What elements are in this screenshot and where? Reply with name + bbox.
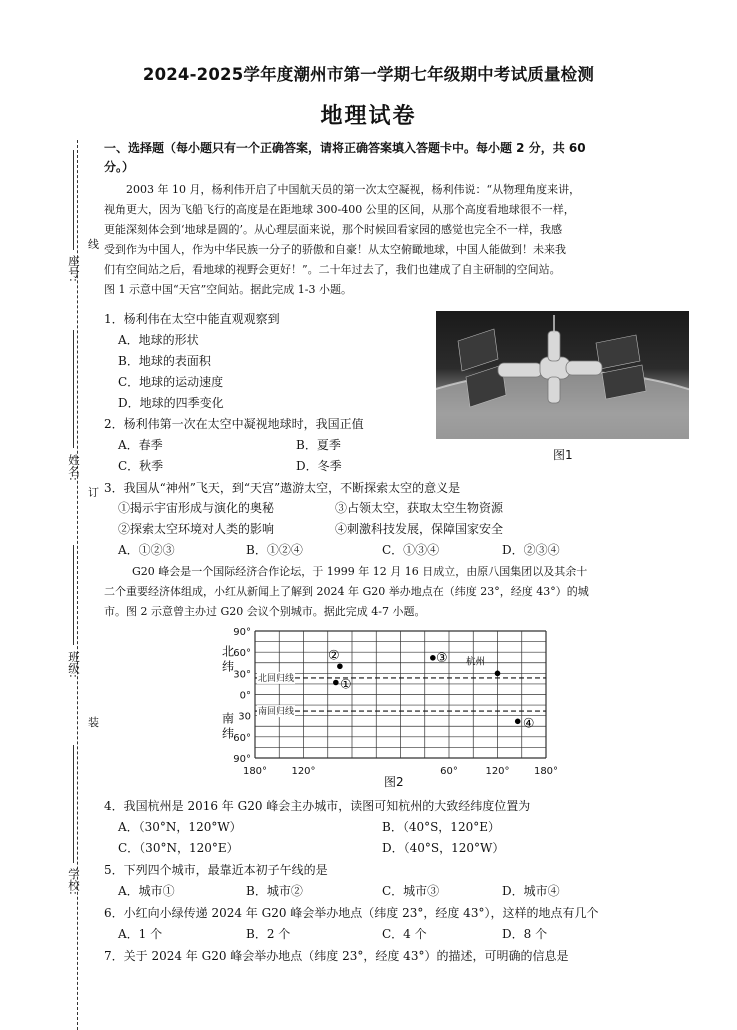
section1-heading-line1: 一、选择题（每小题只有一个正确答案，请将正确答案填入答题卡中。每小题 2 分，共 60: [104, 141, 586, 155]
chart-marks: [328, 648, 534, 731]
figure-1-space-station-photo: [436, 311, 689, 439]
city-point-④: [515, 719, 521, 725]
lat-tick-label: 90°: [233, 627, 251, 638]
exam-title: 2024-2025学年度潮州市第一学期七年级期中考试质量检测: [142, 65, 595, 84]
city-label-③: ③: [436, 650, 448, 666]
figure-2-caption: 图2: [384, 775, 404, 789]
passage-2-line: G20 峰会是一个国际经济合作论坛，于 1999 年 12 月 16 日成立，由原八国集团以及其余十: [132, 565, 588, 578]
q3-stem: 3．我国从“神州”飞天，到“天宫”遨游太空，不断探索太空的意义是: [104, 481, 461, 495]
q2-option-b[interactable]: B．夏季: [296, 438, 341, 452]
passage-1-line: 视角更大，因为飞船飞行的高度是在距地球 300-400 公里的区间，从那个高度看地球很不一样，: [104, 203, 575, 216]
passage-1-line: 更能深刻体会到‘地球是圆的’。从心理层面来说，那个时候回看家园的感觉也完全不一样，我感: [104, 223, 562, 236]
lon-tick-label: 180°: [242, 766, 268, 777]
q5-stem: 5．下列四个城市，最靠近本初子午线的是: [104, 863, 328, 877]
tropic-south-label: 南回归线: [258, 707, 295, 718]
city-point-③: [430, 655, 436, 661]
q5-option-a[interactable]: A．城市①: [118, 884, 175, 898]
city-label-②: ②: [328, 648, 340, 664]
school-label: 学校:: [67, 868, 81, 895]
q6-option-b[interactable]: B．2 个: [246, 927, 291, 941]
city-label-④: ④: [522, 716, 535, 732]
q2-stem: 2．杨利伟第一次在太空中凝视地球时，我国正值: [104, 417, 364, 431]
lat-tick-label: 60°: [233, 732, 251, 744]
lon-tick-label: 180°: [533, 766, 559, 777]
q5-option-d[interactable]: D．城市④: [502, 884, 560, 898]
passage-2-line: 市。图 2 示意曾主办过 G20 会议个别城市。据此完成 4-7 小题。: [104, 605, 426, 618]
lon-tick-label: 120°: [485, 766, 510, 777]
q4-option-a[interactable]: A．（30°N，120°W）: [118, 820, 242, 834]
q7-stem: 7．关于 2024 年 G20 峰会举办地点（纬度 23°，经度 43°）的描述，可明确的信息是: [104, 949, 569, 963]
passage-1: [104, 180, 580, 300]
lat-tick-label: 30: [238, 711, 251, 723]
q4-option-b[interactable]: B．（40°S，120°E）: [382, 820, 500, 834]
exam-no-field[interactable]: [73, 150, 74, 250]
exam-subtitle: 地理试卷: [320, 104, 417, 129]
q6-option-d[interactable]: D．8 个: [502, 927, 548, 941]
q1-option-a[interactable]: A．地球的形状: [118, 333, 199, 347]
figure-1-caption: 图1: [553, 448, 573, 462]
q1-option-c[interactable]: C．地球的运动速度: [118, 375, 224, 389]
q4-stem: 4．我国杭州是 2016 年 G20 峰会主办城市，读图可知杭州的大致经纬度位置为: [104, 799, 531, 813]
exam-no-label: 座号:: [67, 255, 81, 282]
class-label: 班级:: [67, 651, 81, 678]
city-point-②: [337, 663, 343, 669]
q3-option-c[interactable]: C．①③④: [382, 543, 440, 557]
lon-tick-label: 120°: [291, 766, 316, 777]
q3-option-d[interactable]: D．②③④: [502, 543, 560, 557]
q4-option-d[interactable]: D．（40°S，120°W）: [382, 841, 505, 855]
passage-2: [104, 562, 589, 622]
q1-option-d[interactable]: D．地球的四季变化: [118, 396, 224, 410]
passage-1-line: 2003 年 10 月，杨利伟开启了中国航天员的第一次太空凝视，杨利伟说：“从物理角度来讲，: [126, 183, 581, 196]
chart-grid: [255, 631, 546, 758]
q2-option-a[interactable]: A．春季: [118, 438, 163, 452]
city-point-杭州: [495, 671, 501, 677]
city-label-杭州: 杭州: [465, 656, 486, 668]
passage-1-line: 们有空间站之后，看地球的视野会更好！”。二十年过去了，我们也建成了自主研制的空间站。: [104, 263, 561, 276]
lat-tick-label: 60°: [233, 648, 251, 660]
q2-option-c[interactable]: C．秋季: [118, 459, 164, 473]
passage-1-line: 图 1 示意中国“天宫”空间站。据此完成 1-3 小题。: [104, 283, 352, 296]
lat-tick-label: 90°: [233, 754, 251, 765]
q2-option-d[interactable]: D．冬季: [296, 459, 342, 473]
q5-option-b[interactable]: B．城市②: [246, 884, 303, 898]
binding-mark-zhuang: 装: [88, 716, 99, 729]
binding-mark-ding: 订: [88, 486, 99, 499]
city-label-①: ①: [340, 677, 352, 693]
q3-statement-2: ②探索太空环境对人类的影响: [118, 522, 275, 536]
school-field[interactable]: [73, 745, 74, 863]
q3-statement-1: ①揭示宇宙形成与演化的奥秘: [118, 501, 275, 515]
q5-option-c[interactable]: C．城市③: [382, 884, 440, 898]
north-label-2: 纬: [222, 659, 235, 674]
q6-stem: 6．小红向小绿传递 2024 年 G20 峰会举办地点（纬度 23°，经度 43°），这样的地点有几个: [104, 906, 599, 920]
city-point-①: [333, 680, 339, 686]
q3-statement-3: ③占领太空，获取太空生物资源: [335, 501, 504, 515]
q1-option-b[interactable]: B．地球的表面积: [118, 354, 211, 368]
q3-statement-4: ④刺激科技发展，保障国家安全: [335, 522, 504, 536]
q1-stem: 1．杨利伟在太空中能直观观察到: [104, 312, 280, 326]
q3-option-a[interactable]: A．①②③: [118, 543, 175, 557]
passage-2-line: 二个重要经济体组成，小红从新闻上了解到 2024 年 G20 举办地点在（纬度 23°，经度 43°）的城: [104, 585, 589, 598]
class-field[interactable]: [73, 545, 74, 645]
name-label: 姓名:: [67, 454, 81, 481]
figure-2-chart: [200, 625, 570, 790]
lat-tick-label: 30°: [233, 669, 251, 681]
north-label-1: 北: [222, 644, 235, 659]
south-label-2: 纬: [222, 726, 235, 741]
south-label-1: 南: [222, 711, 235, 726]
name-field[interactable]: [73, 330, 74, 448]
lat-tick-label: 0°: [239, 690, 251, 702]
chart-axis-labels: [222, 627, 558, 777]
q3-option-b[interactable]: B．①②④: [246, 543, 303, 557]
tropic-north-label: 北回归线: [258, 673, 295, 684]
q6-option-a[interactable]: A．1 个: [118, 927, 163, 941]
q6-option-c[interactable]: C．4 个: [382, 927, 427, 941]
section1-heading-line2: 分。）: [104, 160, 135, 174]
q4-option-c[interactable]: C．（30°N，120°E）: [118, 841, 239, 855]
passage-1-line: 受到作为中国人，作为中华民族一分子的骄傲和自豪！从太空俯瞰地球，中国人能做到！未来我: [104, 243, 566, 256]
space-station-illustration: [436, 311, 689, 439]
lon-tick-label: 60°: [440, 766, 458, 777]
binding-mark-xian: 线: [88, 238, 99, 251]
